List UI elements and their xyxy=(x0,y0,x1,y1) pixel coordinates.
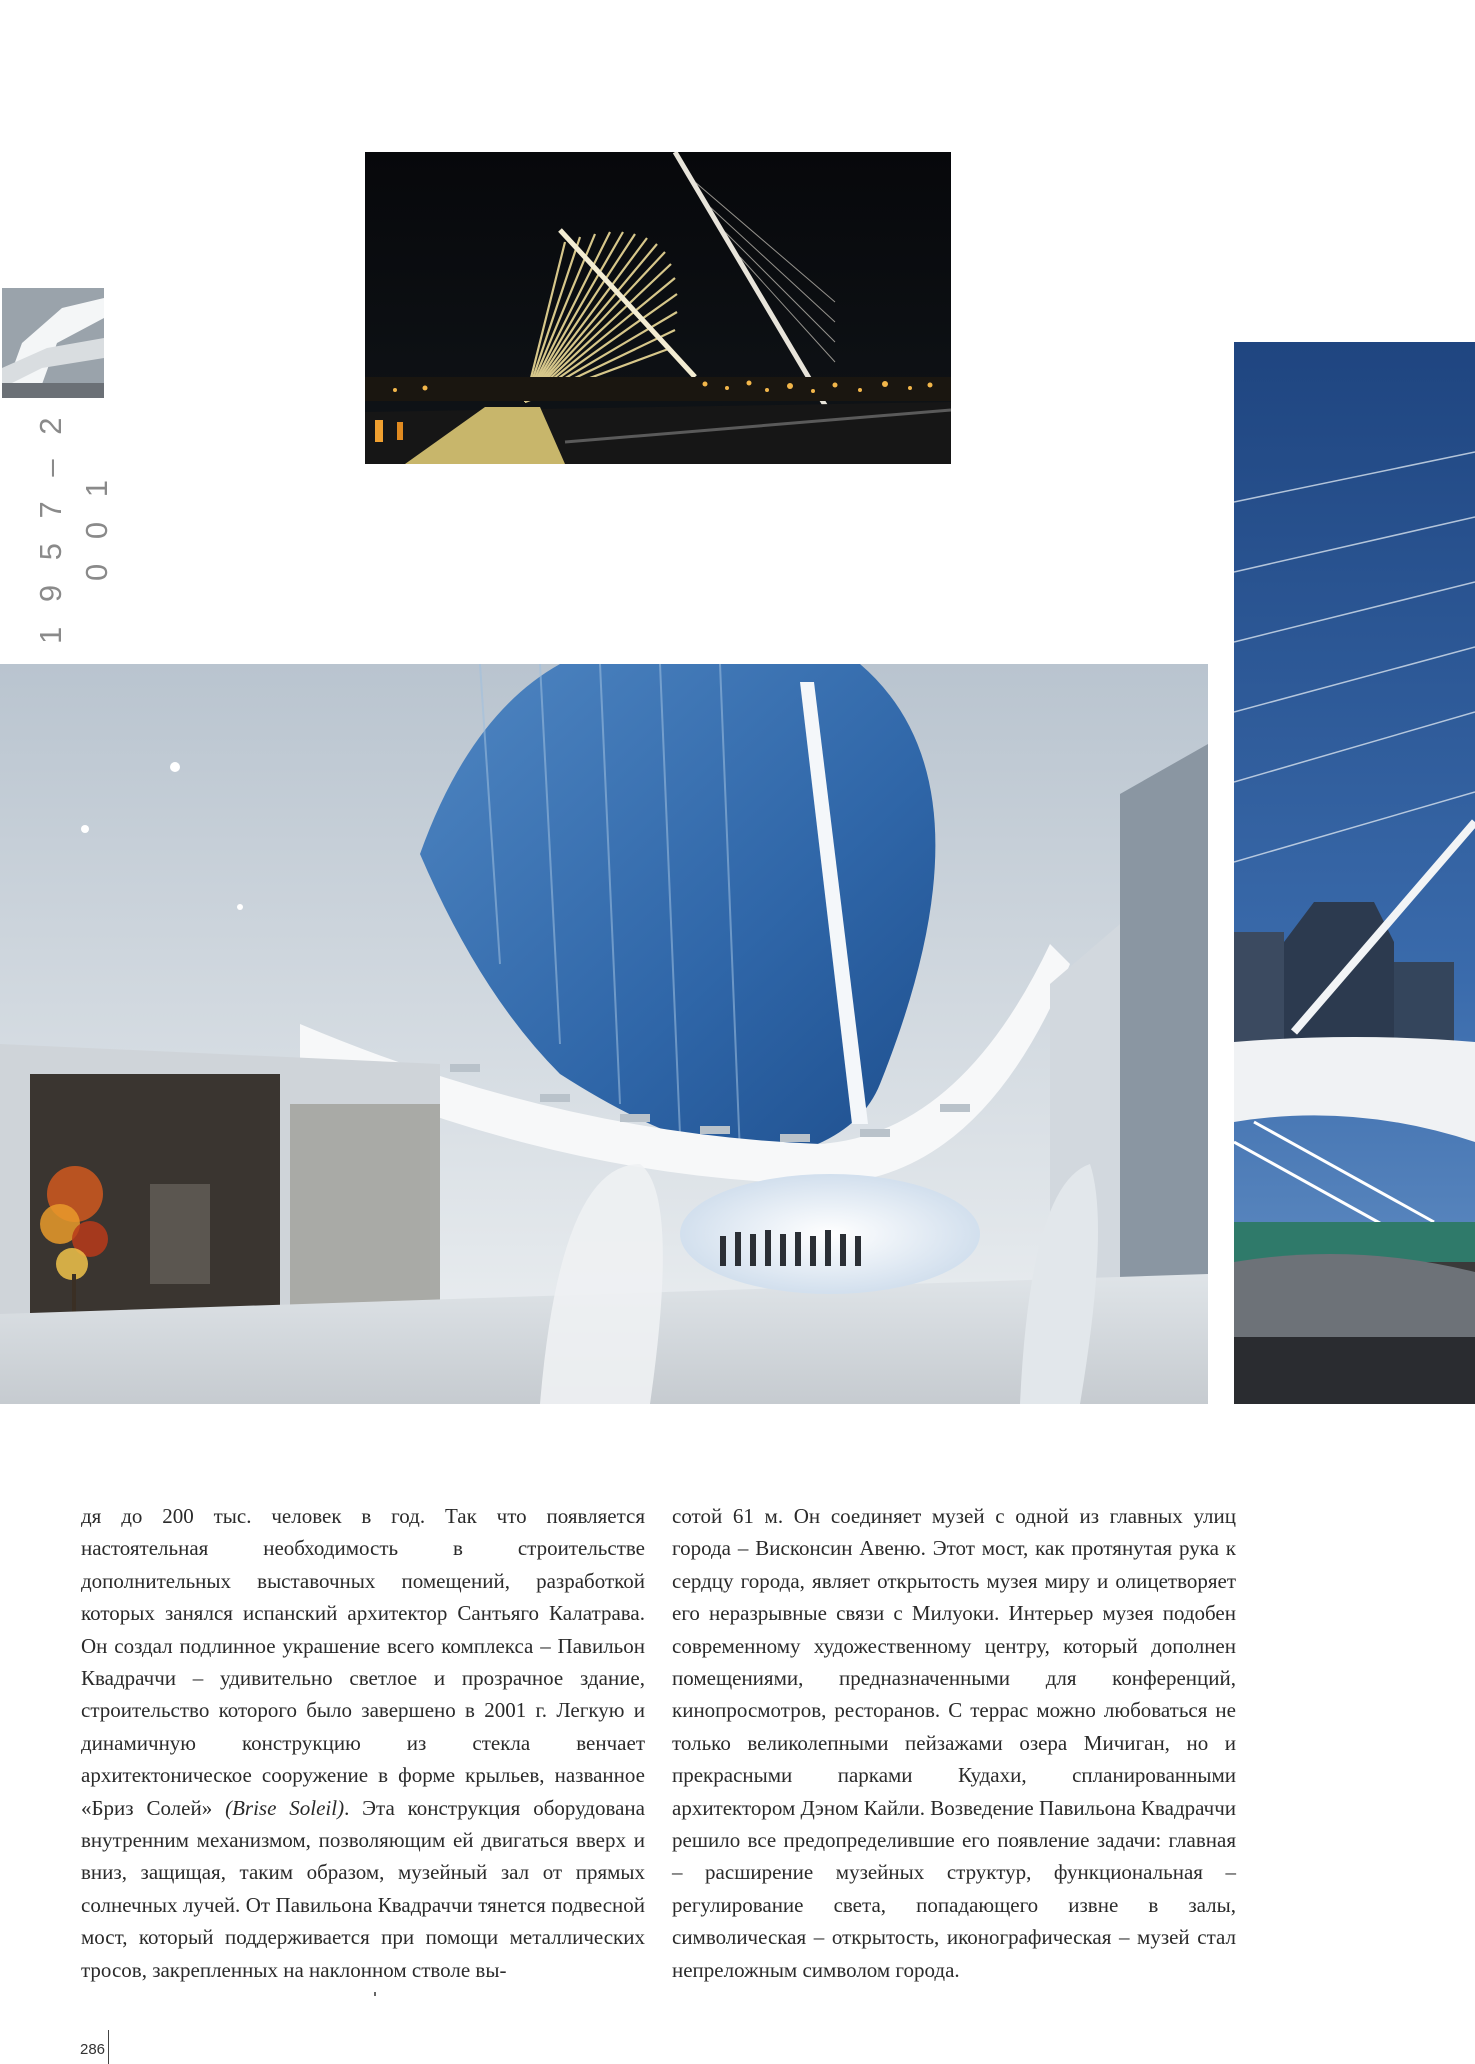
page-number: 286 xyxy=(80,2041,106,2058)
article-column-left xyxy=(81,1500,645,1986)
night-pavilion-illustration xyxy=(365,152,951,464)
main-interior-photo xyxy=(0,664,1208,1404)
article-text-left-end: . Эта конструкция оборудована внутренним механизмом, позволяющим ей двигаться вверх и вниз, защищая, таким образом, музейный зал от прямых солнечных лучей. От Павильона Квадраччи тянется подвесной мост, который поддерживается при помощи металлических тросов, закрепленных на наклонном стволе вы- xyxy=(81,1795,645,1982)
print-mark xyxy=(374,1992,376,1996)
year-range-label: 1 9 5 7 – 2 0 0 1 xyxy=(33,409,114,645)
article-paragraph-left xyxy=(81,1500,645,1986)
thumbnail-illustration xyxy=(2,288,104,398)
side-strip-photo xyxy=(1234,342,1475,1404)
top-night-photo xyxy=(365,152,951,464)
article-column-right xyxy=(672,1500,1236,1986)
interior-hall-illustration xyxy=(0,664,1208,1404)
side-thumbnail-photo xyxy=(2,288,104,398)
cable-bridge-illustration xyxy=(1234,342,1475,1404)
page-number-rule xyxy=(108,2030,109,2064)
article-text-left-start: дя до 200 тыс. человек в год. Так что появляется настоятельная необходимость в строительстве дополнительных выставочных помещений, разработкой которых занялся испанский архитектор Сантьяго Калатрава. Он создал подлинное украшение всего комплекса – Павильон Квадраччи – удивительно светлое и прозрачное здание, строительство которого было завершено в 2001 г. Легкую и динамичную конструкцию из стекла венчает архитектоническое сооружение в форме крыльев, названное «Бриз Солей» xyxy=(81,1504,645,1820)
article-paragraph-right: сотой 61 м. Он соединяет музей с одной из главных улиц города – Висконсин Авеню. Этот мост, как протянутая рука к сердцу города, являет открытость музея миру и олицетворяет его неразрывные связи с Милуоки. Интерьер музея подобен современному художественному центру, который дополнен помещениями, предназначенными для конференций, кинопросмотров, ресторанов. С террас можно любоваться не только великолепными пейзажами озера Мичиган, но и прекрасными парками Кудахи, спланированными архитектором Дэном Кайли. Возведение Павильона Квадраччи решило все предопределившие его появление задачи: главная – расширение музейных структур, функциональная – регулирование света, попадающего извне в залы, символическая – открытость, иконографическая – музей стал непреложным символом города. xyxy=(672,1504,1236,1982)
italic-term: (Brise Soleil) xyxy=(225,1795,345,1820)
